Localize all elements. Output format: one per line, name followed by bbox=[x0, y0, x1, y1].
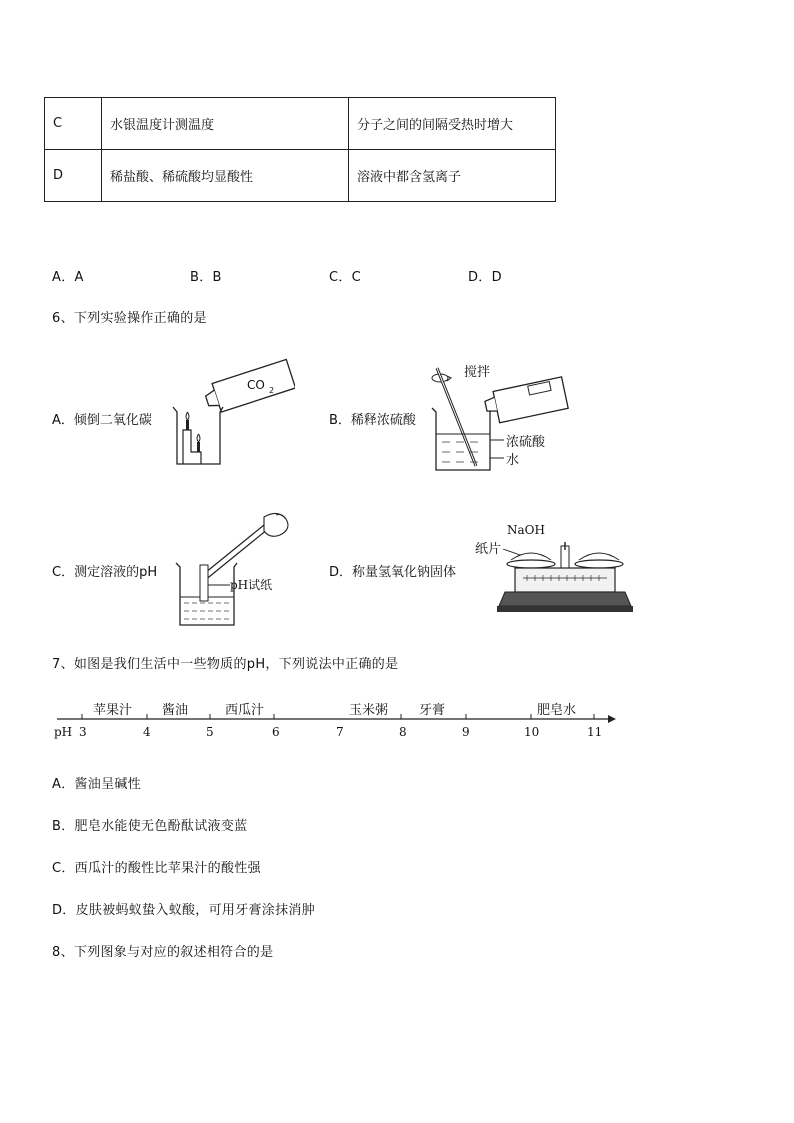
q5-option-b[interactable]: B．B bbox=[190, 270, 222, 285]
q6-option-b[interactable]: B．稀释浓硫酸 bbox=[329, 413, 416, 428]
q6-stem: 6、下列实验操作正确的是 bbox=[52, 311, 207, 326]
q8-stem: 8、下列图象与对应的叙述相符合的是 bbox=[52, 945, 274, 960]
ph-tick-label: 8 bbox=[399, 725, 407, 739]
balance-illustration bbox=[475, 520, 635, 620]
q6-option-d[interactable]: D．称量氢氧化钠固体 bbox=[329, 565, 457, 580]
table-row bbox=[45, 150, 556, 202]
stir-label: 搅拌 bbox=[464, 365, 491, 380]
water-label: 水 bbox=[506, 453, 520, 468]
ph-tick-label: 4 bbox=[143, 725, 151, 739]
substance-label: 肥皂水 bbox=[537, 703, 577, 718]
dilute-acid-illustration bbox=[420, 358, 570, 478]
q6-option-c[interactable]: C．测定溶液的pH bbox=[52, 565, 158, 580]
ph-tick-label: 9 bbox=[462, 725, 470, 739]
q5-option-c[interactable]: C．C bbox=[329, 270, 362, 285]
ph-tick-label: 5 bbox=[206, 725, 214, 739]
substance-label: 酱油 bbox=[162, 703, 189, 718]
ph-scale bbox=[52, 696, 632, 746]
ph-tick-label: 6 bbox=[272, 725, 280, 739]
q7-option-d[interactable]: D．皮肤被蚂蚁蛰入蚁酸，可用牙膏涂抹消肿 bbox=[52, 903, 316, 918]
ph-tick-label: 3 bbox=[79, 725, 87, 739]
ph-tick-label: 7 bbox=[336, 725, 344, 739]
row-fact: 水银温度计测温度 bbox=[102, 98, 349, 150]
substance-label: 苹果汁 bbox=[93, 703, 133, 718]
q5-option-d[interactable]: D．D bbox=[468, 270, 502, 285]
ph-axis-label: pH bbox=[54, 725, 73, 739]
options-table bbox=[44, 97, 556, 202]
ph-test-illustration bbox=[172, 505, 307, 630]
paper-label: 纸片 bbox=[475, 542, 502, 557]
ph-tick-label: 11 bbox=[587, 725, 603, 739]
q7-stem: 7、如图是我们生活中一些物质的pH，下列说法中正确的是 bbox=[52, 657, 399, 672]
co2-label: CO bbox=[247, 378, 265, 392]
row-explanation: 溶液中都含氢离子 bbox=[349, 150, 556, 202]
table-row bbox=[45, 98, 556, 150]
pour-co2-illustration bbox=[165, 352, 295, 472]
q7-option-a[interactable]: A．酱油呈碱性 bbox=[52, 777, 141, 792]
substance-label: 牙膏 bbox=[419, 703, 446, 718]
q5-option-a[interactable]: A．A bbox=[52, 270, 84, 285]
substance-label: 西瓜汁 bbox=[225, 703, 265, 718]
row-key: C bbox=[45, 98, 102, 150]
q7-option-b[interactable]: B．肥皂水能使无色酚酞试液变蓝 bbox=[52, 819, 248, 834]
q6-option-a[interactable]: A．倾倒二氧化碳 bbox=[52, 413, 152, 428]
row-fact: 稀盐酸、稀硫酸均显酸性 bbox=[102, 150, 349, 202]
naoh-label: NaOH bbox=[507, 523, 545, 537]
ph-tick-label: 10 bbox=[524, 725, 540, 739]
row-key: D bbox=[45, 150, 102, 202]
acid-label: 浓硫酸 bbox=[506, 435, 546, 450]
row-explanation: 分子之间的间隔受热时增大 bbox=[349, 98, 556, 150]
q7-option-c[interactable]: C．西瓜汁的酸性比苹果汁的酸性强 bbox=[52, 861, 261, 876]
substance-label: 玉米粥 bbox=[349, 703, 389, 718]
ph-paper-label: pH试纸 bbox=[230, 578, 273, 592]
co2-subscript: 2 bbox=[269, 386, 275, 395]
